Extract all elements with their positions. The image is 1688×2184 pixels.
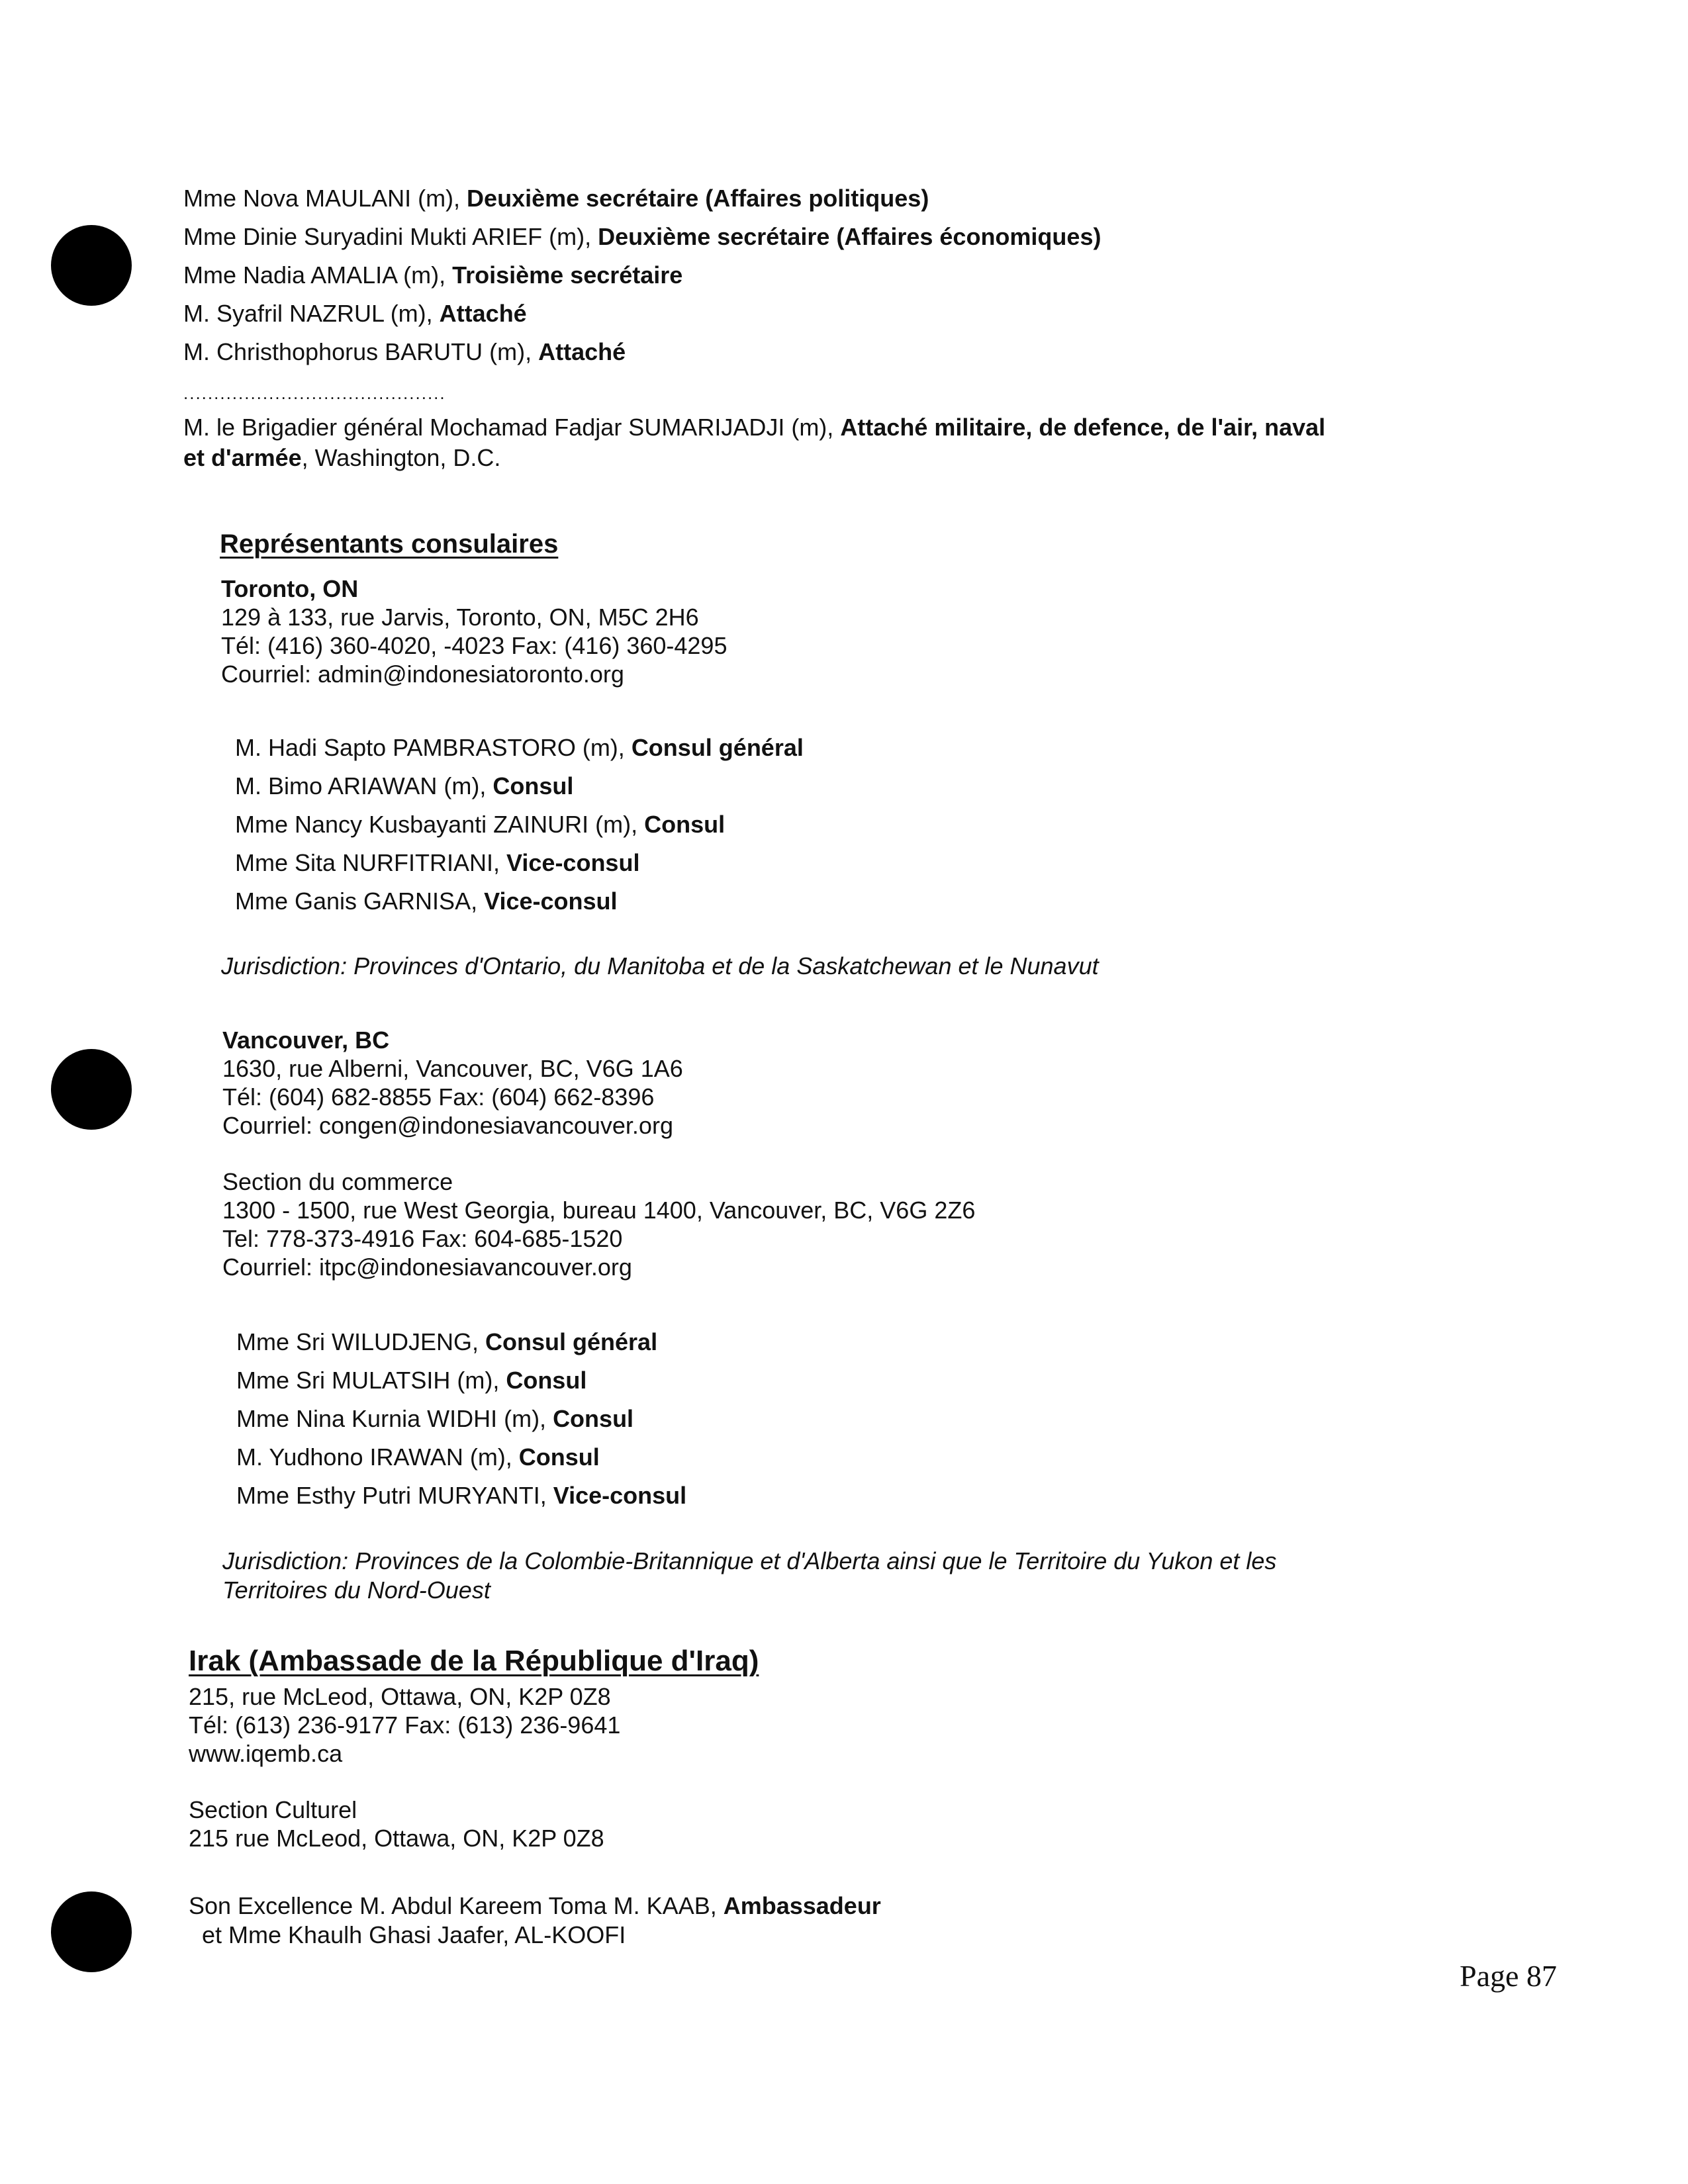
toronto-address: 129 à 133, rue Jarvis, Toronto, ON, M5C 2H6: [221, 604, 699, 631]
staff-title: Deuxième secrétaire (Affaires politiques): [467, 185, 929, 212]
staff-title: Consul: [644, 811, 726, 838]
vancouver-email: Courriel: congen@indonesiavancouver.org: [222, 1112, 673, 1139]
toronto-staff-entry: [235, 887, 618, 916]
vancouver-staff-entry: [236, 1328, 657, 1357]
staff-name: Mme Esthy Putri MURYANTI,: [236, 1482, 553, 1509]
punch-hole-middle: [51, 1049, 132, 1130]
vancouver-city: Vancouver, BC: [222, 1026, 390, 1054]
toronto-jurisdiction: Jurisdiction: Provinces d'Ontario, du Manitoba et de la Saskatchewan et le Nunavut: [221, 952, 1099, 979]
staff-name: M. Christhophorus BARUTU (m),: [183, 338, 539, 365]
trade-section-phone: Tel: 778-373-4916 Fax: 604-685-1520: [222, 1225, 623, 1252]
staff-title: Vice-consul: [553, 1482, 687, 1509]
vancouver-staff-entry: [236, 1404, 633, 1433]
staff-title: Consul: [553, 1405, 634, 1432]
vancouver-staff-entry: [236, 1481, 686, 1510]
staff-entry: [183, 184, 929, 213]
vancouver-jurisdiction-line1: Jurisdiction: Provinces de la Colombie-Britannique et d'Alberta ainsi que le Territoire du Yukon et les: [222, 1547, 1277, 1574]
attache-title-line1: Attaché militaire, de defence, de l'air, naval: [840, 414, 1326, 441]
staff-name: Mme Sita NURFITRIANI,: [235, 849, 507, 876]
consular-heading: Représentants consulaires: [220, 529, 559, 559]
military-attache-entry: [183, 413, 1325, 442]
toronto-email: Courriel: admin@indonesiatoronto.org: [221, 660, 624, 688]
staff-name: M. Yudhono IRAWAN (m),: [236, 1443, 519, 1471]
staff-title: Vice-consul: [506, 849, 640, 876]
ambassador-name: Son Excellence M. Abdul Kareem Toma M. KAAB,: [189, 1892, 724, 1919]
ambassador-spouse: et Mme Khaulh Ghasi Jaafer, AL-KOOFI: [202, 1921, 626, 1948]
staff-title: Consul général: [631, 734, 804, 761]
toronto-staff-entry: [235, 772, 573, 801]
toronto-staff-entry: [235, 848, 639, 878]
staff-name: Mme Nova MAULANI (m),: [183, 185, 467, 212]
staff-title: Consul: [518, 1443, 600, 1471]
toronto-city: Toronto, ON: [221, 575, 359, 602]
staff-title: Attaché: [538, 338, 626, 365]
staff-name: Mme Dinie Suryadini Mukti ARIEF (m),: [183, 223, 598, 250]
staff-title: Attaché: [439, 300, 527, 327]
staff-name: M. Syafril NAZRUL (m),: [183, 300, 440, 327]
iraq-heading: Irak (Ambassade de la République d'Iraq): [189, 1645, 759, 1677]
staff-entry: [183, 222, 1101, 251]
staff-name: Mme Sri MULATSIH (m),: [236, 1367, 506, 1394]
cultural-section-address: 215 rue McLeod, Ottawa, ON, K2P 0Z8: [189, 1825, 604, 1852]
punch-hole-bottom: [51, 1891, 132, 1972]
staff-title: Consul: [506, 1367, 587, 1394]
cultural-section-title: Section Culturel: [189, 1796, 357, 1823]
military-attache-entry-cont: [183, 443, 500, 473]
iraq-phone: Tél: (613) 236-9177 Fax: (613) 236-9641: [189, 1711, 621, 1739]
attache-name: M. le Brigadier général Mochamad Fadjar SUMARIJADJI (m),: [183, 414, 841, 441]
staff-title: Consul: [492, 772, 574, 799]
trade-section-address: 1300 - 1500, rue West Georgia, bureau 1400, Vancouver, BC, V6G 2Z6: [222, 1197, 976, 1224]
vancouver-jurisdiction-line2: Territoires du Nord-Ouest: [222, 1576, 491, 1604]
staff-entry: [183, 338, 626, 367]
staff-name: Mme Nadia AMALIA (m),: [183, 261, 453, 289]
vancouver-address: 1630, rue Alberni, Vancouver, BC, V6G 1A6: [222, 1055, 683, 1082]
attache-title-line2: et d'armée: [183, 444, 302, 471]
dotted-separator: ...........................................: [183, 383, 446, 403]
vancouver-phone: Tél: (604) 682-8855 Fax: (604) 662-8396: [222, 1083, 655, 1111]
staff-name: Mme Sri WILUDJENG,: [236, 1328, 486, 1355]
ambassador-entry: [189, 1891, 881, 1921]
toronto-phone: Tél: (416) 360-4020, -4023 Fax: (416) 360-4295: [221, 632, 727, 659]
ambassador-title: Ambassadeur: [723, 1892, 881, 1919]
toronto-staff-entry: [235, 810, 725, 839]
staff-entry: [183, 299, 527, 328]
iraq-website: www.iqemb.ca: [189, 1740, 343, 1767]
trade-section-title: Section du commerce: [222, 1168, 453, 1195]
staff-title: Deuxième secrétaire (Affaires économiques): [598, 223, 1102, 250]
staff-title: Consul général: [485, 1328, 658, 1355]
staff-entry: [183, 261, 682, 290]
staff-name: M. Hadi Sapto PAMBRASTORO (m),: [235, 734, 632, 761]
trade-section-email: Courriel: itpc@indonesiavancouver.org: [222, 1253, 632, 1281]
toronto-staff-entry: [235, 733, 804, 762]
attache-location: , Washington, D.C.: [301, 444, 501, 471]
page-number: Page 87: [1460, 1959, 1557, 1993]
punch-hole-top: [51, 225, 132, 306]
staff-name: Mme Ganis GARNISA,: [235, 887, 485, 915]
vancouver-staff-entry: [236, 1443, 600, 1472]
iraq-address: 215, rue McLeod, Ottawa, ON, K2P 0Z8: [189, 1683, 611, 1710]
staff-title: Vice-consul: [484, 887, 618, 915]
staff-name: Mme Nina Kurnia WIDHI (m),: [236, 1405, 553, 1432]
staff-name: M. Bimo ARIAWAN (m),: [235, 772, 493, 799]
staff-name: Mme Nancy Kusbayanti ZAINURI (m),: [235, 811, 645, 838]
staff-title: Troisième secrétaire: [452, 261, 683, 289]
vancouver-staff-entry: [236, 1366, 586, 1395]
